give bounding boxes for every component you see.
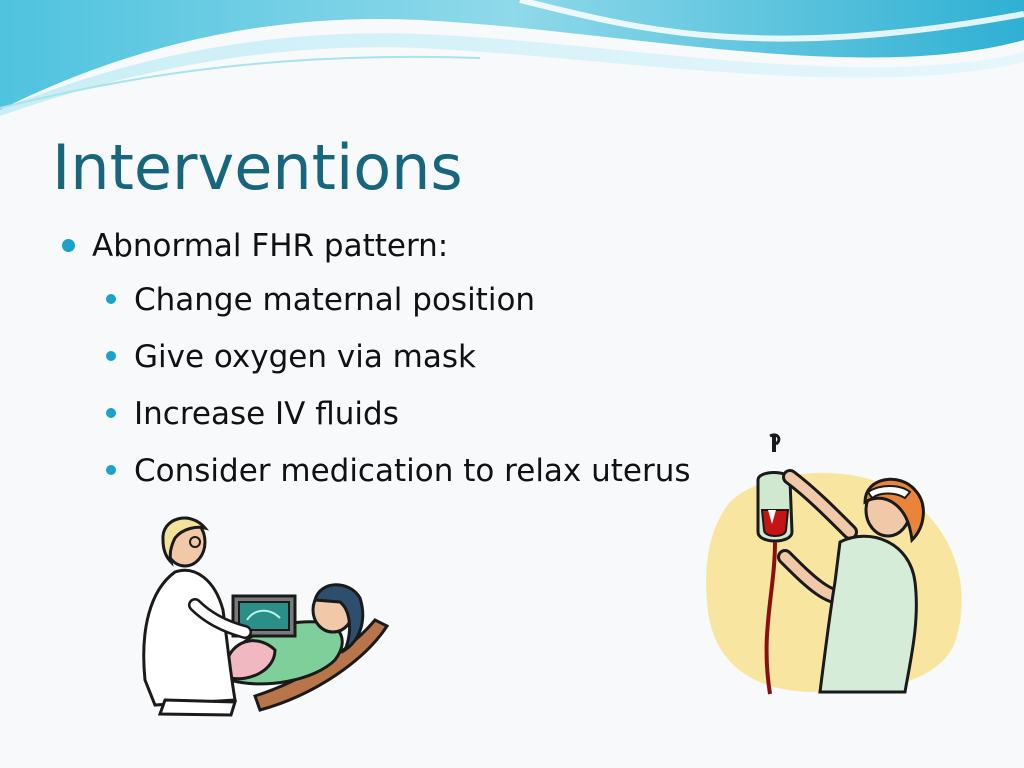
sub-bullet-text: Consider medication to relax uterus: [134, 453, 691, 489]
header-wave-decoration: [0, 0, 1024, 130]
bullet-item: [62, 224, 762, 278]
sub-bullet-text: Increase IV fluids: [134, 396, 399, 432]
sub-bullet-item: [106, 449, 762, 506]
bullet-dot-icon: [106, 465, 116, 475]
bullet-text: Abnormal FHR pattern:: [92, 228, 449, 264]
nurse-iv-bag-clipart: [700, 432, 970, 697]
bullet-list: [62, 224, 762, 506]
bullet-dot-icon: [106, 408, 116, 418]
sub-bullet-item: [106, 335, 762, 392]
sub-bullet-item: [106, 392, 762, 449]
slide-title: Interventions: [52, 131, 463, 204]
ultrasound-examination-clipart: [135, 510, 390, 720]
sub-bullet-text: Change maternal position: [134, 282, 536, 318]
bullet-dot-icon: [106, 294, 116, 304]
bullet-dot-icon: [62, 239, 75, 252]
sub-bullet-item: [106, 278, 762, 335]
sub-bullet-text: Give oxygen via mask: [134, 339, 476, 375]
bullet-dot-icon: [106, 351, 116, 361]
